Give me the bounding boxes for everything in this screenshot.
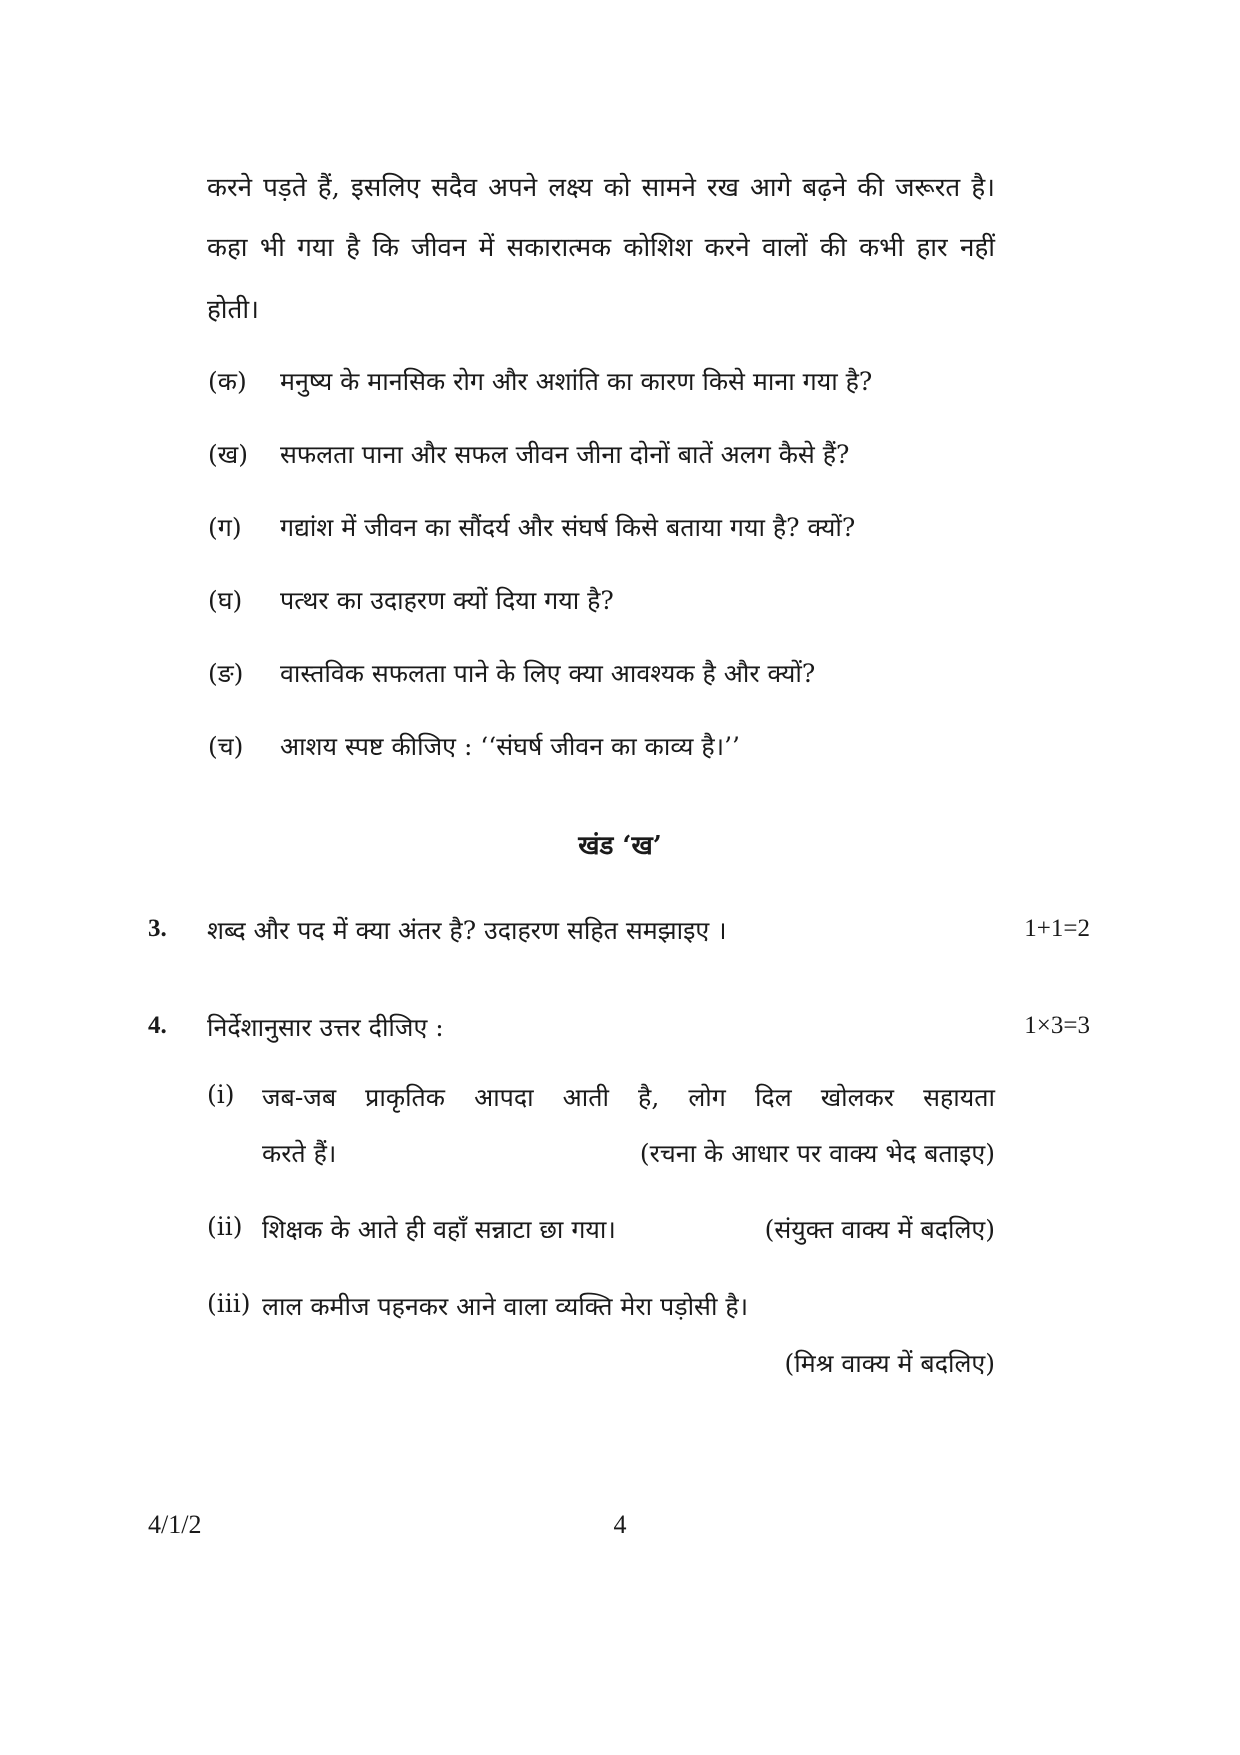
part-ii-instruction: (संयुक्त वाक्य में बदलिए) <box>764 1215 995 1244</box>
subquestion-text: मनुष्य के मानसिक रोग और अशांति का कारण किसे माना गया है? <box>280 367 873 396</box>
subquestion-text: पत्थर का उदाहरण क्यों दिया गया है? <box>280 586 614 615</box>
question-4-text: निर्देशानुसार उत्तर दीजिए : <box>207 1013 444 1042</box>
subquestion-label: (ग) <box>208 513 242 542</box>
passage-line-1: करने पड़ते हैं, इसलिए सदैव अपने लक्ष्य को सामने रख आगे बढ़ने की जरूरत है। <box>207 173 995 203</box>
section-heading: खंड ‘ख’ <box>578 831 662 861</box>
question-3-text: शब्द और पद में क्या अंतर है? उदाहरण सहित समझाइए । <box>207 916 727 945</box>
passage-line-3: होती। <box>207 295 259 325</box>
question-3-number: 3. <box>148 915 167 942</box>
part-i-line-1: जब-जब प्राकृतिक आपदा आती है, लोग दिल खोलकर सहायता <box>262 1083 995 1112</box>
part-label: (i) <box>207 1080 235 1109</box>
part-iii-text: लाल कमीज पहनकर आने वाला व्यक्ति मेरा पड़ोसी है। <box>262 1292 749 1321</box>
subquestion-text: गद्यांश में जीवन का सौंदर्य और संघर्ष किसे बताया गया है? क्यों? <box>280 513 856 542</box>
subquestion-label: (च) <box>208 732 244 761</box>
subquestion-text: आशय स्पष्ट कीजिए : ‘‘संघर्ष जीवन का काव्य है।’’ <box>280 732 740 761</box>
part-i-instruction: (रचना के आधार पर वाक्य भेद बताइए) <box>639 1139 995 1168</box>
subquestion-label: (घ) <box>208 586 243 615</box>
part-ii-text: शिक्षक के आते ही वहाँ सन्नाटा छा गया। <box>262 1215 616 1244</box>
paper-code: 4/1/2 <box>148 1510 202 1539</box>
subquestion-label: (ङ) <box>208 659 244 688</box>
subquestion-label: (ख) <box>208 440 248 469</box>
part-label: (iii) <box>207 1289 251 1318</box>
question-4-marks: 1×3=3 <box>1024 1012 1090 1039</box>
part-label: (ii) <box>207 1212 243 1241</box>
question-3-marks: 1+1=2 <box>1024 915 1090 942</box>
page-number: 4 <box>613 1510 627 1539</box>
passage-line-2: कहा भी गया है कि जीवन में सकारात्मक कोशिश करने वालों की कभी हार नहीं <box>207 233 995 263</box>
question-4-number: 4. <box>148 1012 167 1039</box>
subquestion-label: (क) <box>208 367 247 396</box>
subquestion-text: वास्तविक सफलता पाने के लिए क्या आवश्यक है और क्यों? <box>280 659 816 688</box>
subquestion-text: सफलता पाना और सफल जीवन जीना दोनों बातें अलग कैसे हैं? <box>280 440 850 469</box>
part-iii-instruction: (मिश्र वाक्य में बदलिए) <box>784 1349 995 1378</box>
part-i-line-2: करते हैं। <box>262 1139 337 1168</box>
